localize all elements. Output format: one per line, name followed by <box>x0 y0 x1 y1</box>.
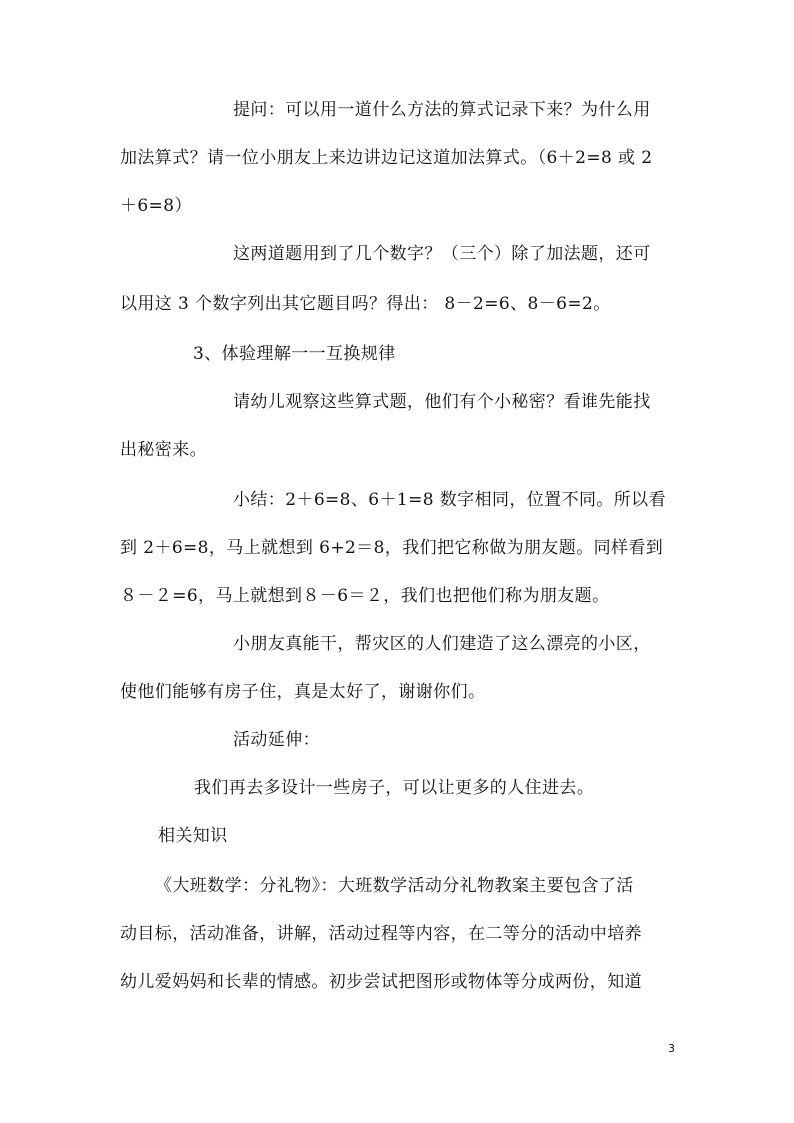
text-line: 动目标，活动准备，讲解，活动过程等内容，在二等分的活动中培养 <box>120 924 642 944</box>
text-line: ８－２=6，马上就想到８－6＝２，我们也把他们称为朋友题。 <box>120 586 610 606</box>
text-line: 使他们能够有房子住，真是太好了，谢谢你们。 <box>120 682 486 702</box>
section-heading: 相关知识 <box>158 826 228 846</box>
text-line: 提问：可以用一道什么方法的算式记录下来？为什么用 <box>233 100 651 120</box>
text-line: 出秘密来。 <box>120 440 207 460</box>
text-line: ＋6=8） <box>120 196 192 216</box>
text-line: 我们再去多设计一些房子，可以让更多的人住进去。 <box>194 778 595 798</box>
text-line: 《大班数学：分礼物》：大班数学活动分礼物教案主要包含了活 <box>155 876 634 896</box>
text-line: 请幼儿观察这些算式题，他们有个小秘密？看谁先能找 <box>233 392 651 412</box>
page-number: 3 <box>668 1042 675 1055</box>
text-line: 幼儿爱妈妈和长辈的情感。初步尝试把图形或物体等分成两份，知道 <box>120 972 642 992</box>
text-line: 到 2＋6=8，马上就想到 6+2＝8，我们把它称做为朋友题。同样看到 <box>120 538 664 558</box>
text-line: 加法算式？请一位小朋友上来边讲边记这道加法算式。（6＋2=8 或 2 <box>120 148 653 168</box>
text-line: 以用这 3 个数字列出其它题目吗？得出： 8－2=6、8－6=2。 <box>120 294 611 314</box>
text-line: 小朋友真能干，帮灾区的人们建造了这么漂亮的小区， <box>233 634 651 654</box>
text-line: 小结：2＋6=8、6＋1=8 数字相同，位置不同。所以看 <box>233 490 666 510</box>
section-heading: 3、体验理解一一互换规律 <box>193 344 396 364</box>
text-line: 这两道题用到了几个数字？（三个）除了加法题，还可 <box>233 244 651 264</box>
section-heading: 活动延伸： <box>233 730 320 750</box>
